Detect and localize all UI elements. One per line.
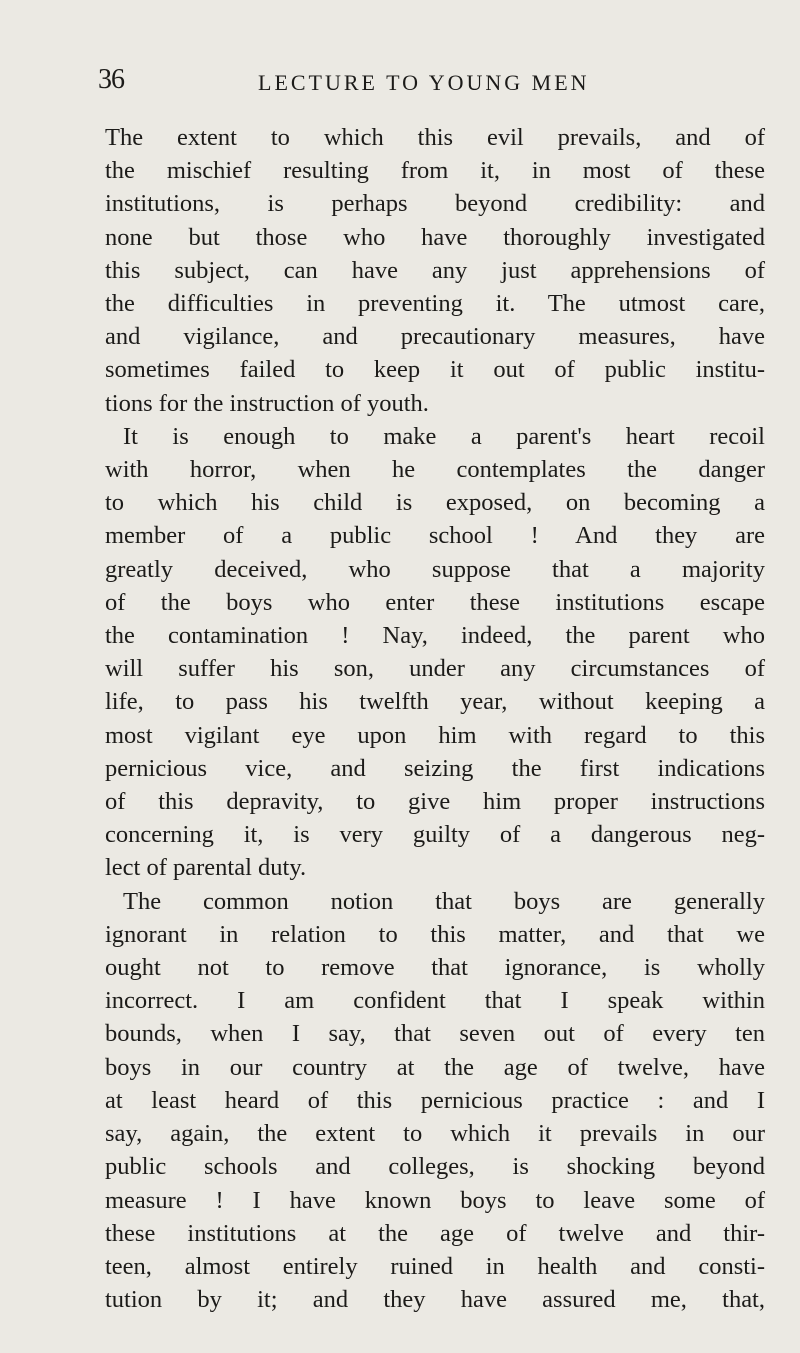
text-line: lect of parental duty. — [105, 854, 307, 882]
text-line: life, to pass his twelfth year, without keeping a — [105, 688, 765, 716]
text-line: tution by it; and they have assured me, that, — [105, 1286, 765, 1314]
page-header — [98, 64, 730, 104]
text-line: The extent to which this evil prevails, and of — [105, 124, 765, 151]
text-line: measure ! I have known boys to leave some of — [105, 1186, 765, 1214]
text-line: the difficulties in preventing it. The utmost care, — [105, 290, 765, 318]
text-line: institutions, is perhaps beyond credibility: and — [105, 190, 765, 218]
text-line: this subject, can have any just apprehensions of — [105, 256, 765, 284]
text-line: tions for the instruction of youth. — [105, 389, 429, 417]
text-line: of this depravity, to give him proper instructions — [105, 788, 765, 816]
running-title: LECTURE TO YOUNG MEN — [258, 70, 590, 95]
text-line: bounds, when I say, that seven out of every ten — [105, 1020, 765, 1048]
text-line: of the boys who enter these institutions escape — [105, 588, 765, 616]
text-line: member of a public school ! And they are — [105, 522, 765, 550]
text-line: concerning it, is very guilty of a dangerous neg- — [105, 821, 765, 849]
text-line: will suffer his son, under any circumstances of — [105, 655, 765, 683]
text-line: pernicious vice, and seizing the first indications — [105, 754, 765, 782]
text-line: greatly deceived, who suppose that a majority — [105, 555, 765, 583]
text-line: It is enough to make a parent's heart recoil — [123, 422, 765, 450]
text-line: teen, almost entirely ruined in health and consti- — [105, 1252, 765, 1280]
text-line: ought not to remove that ignorance, is wholly — [105, 954, 765, 982]
text-line: at least heard of this pernicious practice : and I — [105, 1086, 765, 1114]
text-line: with horror, when he contemplates the danger — [105, 456, 765, 484]
text-line: the mischief resulting from it, in most of these — [105, 157, 765, 185]
text-line: sometimes failed to keep it out of public institu- — [105, 356, 765, 384]
page-number: 36 — [98, 64, 124, 95]
text-line: most vigilant eye upon him with regard to this — [105, 721, 765, 749]
text-line: the contamination ! Nay, indeed, the parent who — [105, 622, 765, 650]
text-line: and vigilance, and precautionary measures, have — [105, 323, 765, 351]
body-text — [105, 121, 765, 1316]
text-line: incorrect. I am confident that I speak within — [105, 987, 765, 1015]
text-line: public schools and colleges, is shocking beyond — [105, 1153, 765, 1181]
text-line: these institutions at the age of twelve and thir- — [105, 1219, 765, 1247]
text-line: say, again, the extent to which it prevails in our — [105, 1120, 765, 1148]
text-line: The common notion that boys are generally — [123, 887, 765, 915]
text-line: none but those who have thoroughly investigated — [105, 223, 765, 251]
text-line: ignorant in relation to this matter, and that we — [105, 920, 765, 948]
text-line: to which his child is exposed, on becoming a — [105, 489, 765, 517]
text-line: boys in our country at the age of twelve, have — [105, 1053, 765, 1081]
